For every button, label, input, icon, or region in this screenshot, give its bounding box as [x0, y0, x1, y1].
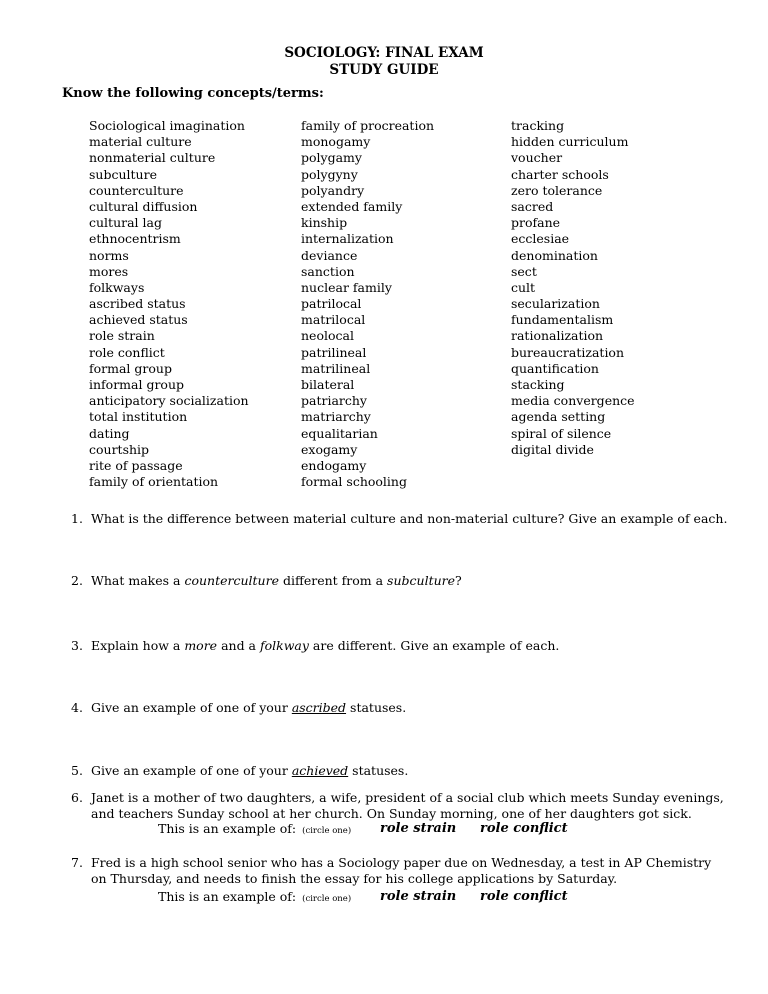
term-item: secularization — [511, 296, 600, 312]
term-item: nuclear family — [301, 279, 392, 295]
term-item: matrilineal — [301, 360, 371, 376]
term-item: counterculture — [89, 182, 184, 198]
question-text-part: Give an example of one of your — [91, 700, 292, 715]
term-item: Sociological imagination — [89, 118, 245, 133]
question-text: What is the difference between material culture and non-material culture? Give an example of each. — [91, 511, 728, 526]
term-item: rationalization — [511, 328, 604, 344]
question-number: 7. — [71, 855, 83, 870]
term-item: extended family — [301, 198, 403, 214]
term-item: polygyny — [301, 166, 358, 182]
term-item: role strain — [89, 328, 155, 344]
option-role-strain[interactable]: role strain — [380, 889, 457, 904]
term-item: material culture — [89, 134, 192, 150]
question-text-part: statuses. — [348, 763, 409, 778]
term-item: courtship — [89, 441, 150, 457]
question-1 — [71, 511, 731, 527]
page-subtitle: STUDY GUIDE — [329, 62, 439, 78]
term-item: media convergence — [511, 393, 635, 409]
term-item: informal group — [89, 377, 185, 392]
question-number: 3. — [71, 638, 83, 653]
term-item: charter schools — [511, 166, 609, 182]
term-item: nonmaterial culture — [89, 150, 216, 166]
question-number: 6. — [71, 790, 83, 805]
term-item: family of orientation — [89, 474, 219, 490]
question-text-part: What makes a — [91, 573, 185, 588]
question-term: achieved — [291, 763, 349, 778]
question-term: folkway — [259, 638, 309, 653]
term-item: bilateral — [301, 377, 355, 392]
term-item: cultural diffusion — [89, 198, 198, 214]
option-role-conflict[interactable]: role conflict — [480, 821, 568, 836]
question-6 — [71, 790, 731, 822]
term-item: patrilineal — [301, 344, 367, 360]
terms-heading: Know the following concepts/terms: — [62, 86, 324, 101]
term-item: deviance — [301, 247, 358, 263]
terms-column-2 — [301, 118, 434, 490]
term-item: cultural lag — [89, 215, 162, 231]
term-item: bureaucratization — [511, 344, 625, 360]
term-item: matriarchy — [301, 409, 371, 425]
circle-one-note: (circle one) — [302, 826, 352, 836]
question-text-part: ? — [455, 573, 462, 588]
question-5 — [71, 763, 731, 779]
question-text-part: are different. Give an example of each. — [308, 638, 560, 653]
term-item: ecclesiae — [511, 231, 570, 247]
term-item: folkways — [89, 279, 145, 295]
question-text-part: different from a — [278, 573, 388, 588]
question-term: subculture — [387, 573, 456, 588]
terms-column-1 — [89, 118, 249, 490]
term-item: fundamentalism — [511, 312, 614, 328]
term-item: hidden curriculum — [511, 134, 629, 150]
question-text-part: statuses. — [346, 700, 407, 715]
term-item: profane — [511, 215, 561, 231]
question-text-part: and a — [217, 638, 260, 653]
question-number: 1. — [71, 511, 83, 526]
choice-row-7 — [158, 889, 568, 904]
term-item: quantification — [511, 360, 599, 376]
question-number: 5. — [71, 763, 83, 778]
term-item: patrilocal — [301, 296, 362, 312]
terms-column-3 — [511, 118, 635, 458]
term-item: role conflict — [89, 344, 165, 360]
question-3 — [71, 638, 731, 654]
term-item: sanction — [301, 263, 355, 279]
question-text-part: Explain how a — [91, 638, 185, 653]
circle-one-note: (circle one) — [302, 894, 352, 904]
question-term: ascribed — [291, 700, 347, 715]
term-item: cult — [511, 279, 536, 295]
term-item: total institution — [89, 409, 188, 425]
term-item: sect — [511, 263, 537, 279]
term-item: stacking — [511, 377, 565, 392]
term-item: sacred — [511, 198, 554, 214]
option-role-strain[interactable]: role strain — [380, 821, 457, 836]
term-item: spiral of silence — [511, 425, 612, 441]
term-item: tracking — [511, 118, 565, 133]
term-item: dating — [89, 425, 130, 441]
term-item: matrilocal — [301, 312, 366, 328]
question-text-line: on Thursday, and needs to finish the essay for his college applications by Saturday. — [91, 871, 618, 886]
option-role-conflict[interactable]: role conflict — [480, 889, 568, 904]
term-item: zero tolerance — [511, 182, 603, 198]
term-item: kinship — [301, 215, 348, 231]
term-item: mores — [89, 263, 129, 279]
question-number: 4. — [71, 700, 83, 715]
term-item: neolocal — [301, 328, 354, 344]
term-item: digital divide — [511, 441, 594, 457]
term-item: monogamy — [301, 134, 371, 150]
term-item: family of procreation — [301, 118, 435, 133]
question-text-line: and teachers Sunday school at her church. On Sunday morning, one of her daughters got sick. — [91, 806, 692, 821]
term-item: voucher — [511, 150, 563, 166]
term-item: achieved status — [89, 312, 188, 328]
term-item: denomination — [511, 247, 598, 263]
term-item: anticipatory socialization — [89, 393, 249, 409]
question-text-line: Janet is a mother of two daughters, a wife, president of a social club which meets Sunday evenings, — [91, 790, 724, 805]
question-4 — [71, 700, 731, 716]
choice-prompt: This is an example of: — [158, 889, 297, 904]
question-term: counterculture — [184, 573, 279, 588]
question-number: 2. — [71, 573, 83, 588]
term-item: agenda setting — [511, 409, 606, 425]
term-item: formal schooling — [301, 474, 407, 490]
term-item: endogamy — [301, 457, 367, 473]
term-item: patriarchy — [301, 393, 367, 409]
question-7 — [71, 855, 731, 887]
term-item: norms — [89, 247, 129, 263]
choice-prompt: This is an example of: — [158, 821, 297, 836]
term-item: internalization — [301, 231, 394, 247]
term-item: rite of passage — [89, 457, 183, 473]
term-item: ethnocentrism — [89, 231, 181, 247]
term-item: formal group — [89, 360, 172, 376]
page-title: SOCIOLOGY: FINAL EXAM — [284, 45, 484, 61]
choice-row-6 — [158, 821, 568, 836]
term-item: polygamy — [301, 150, 362, 166]
term-item: ascribed status — [89, 296, 186, 312]
term-item: polyandry — [301, 182, 365, 198]
question-text-part: Give an example of one of your — [91, 763, 292, 778]
term-item: subculture — [89, 166, 157, 182]
term-item: equalitarian — [301, 425, 378, 441]
question-2 — [71, 573, 731, 589]
question-term: more — [184, 638, 218, 653]
question-text-line: Fred is a high school senior who has a Sociology paper due on Wednesday, a test in AP Chemistry — [91, 855, 712, 870]
term-item: exogamy — [301, 441, 358, 457]
